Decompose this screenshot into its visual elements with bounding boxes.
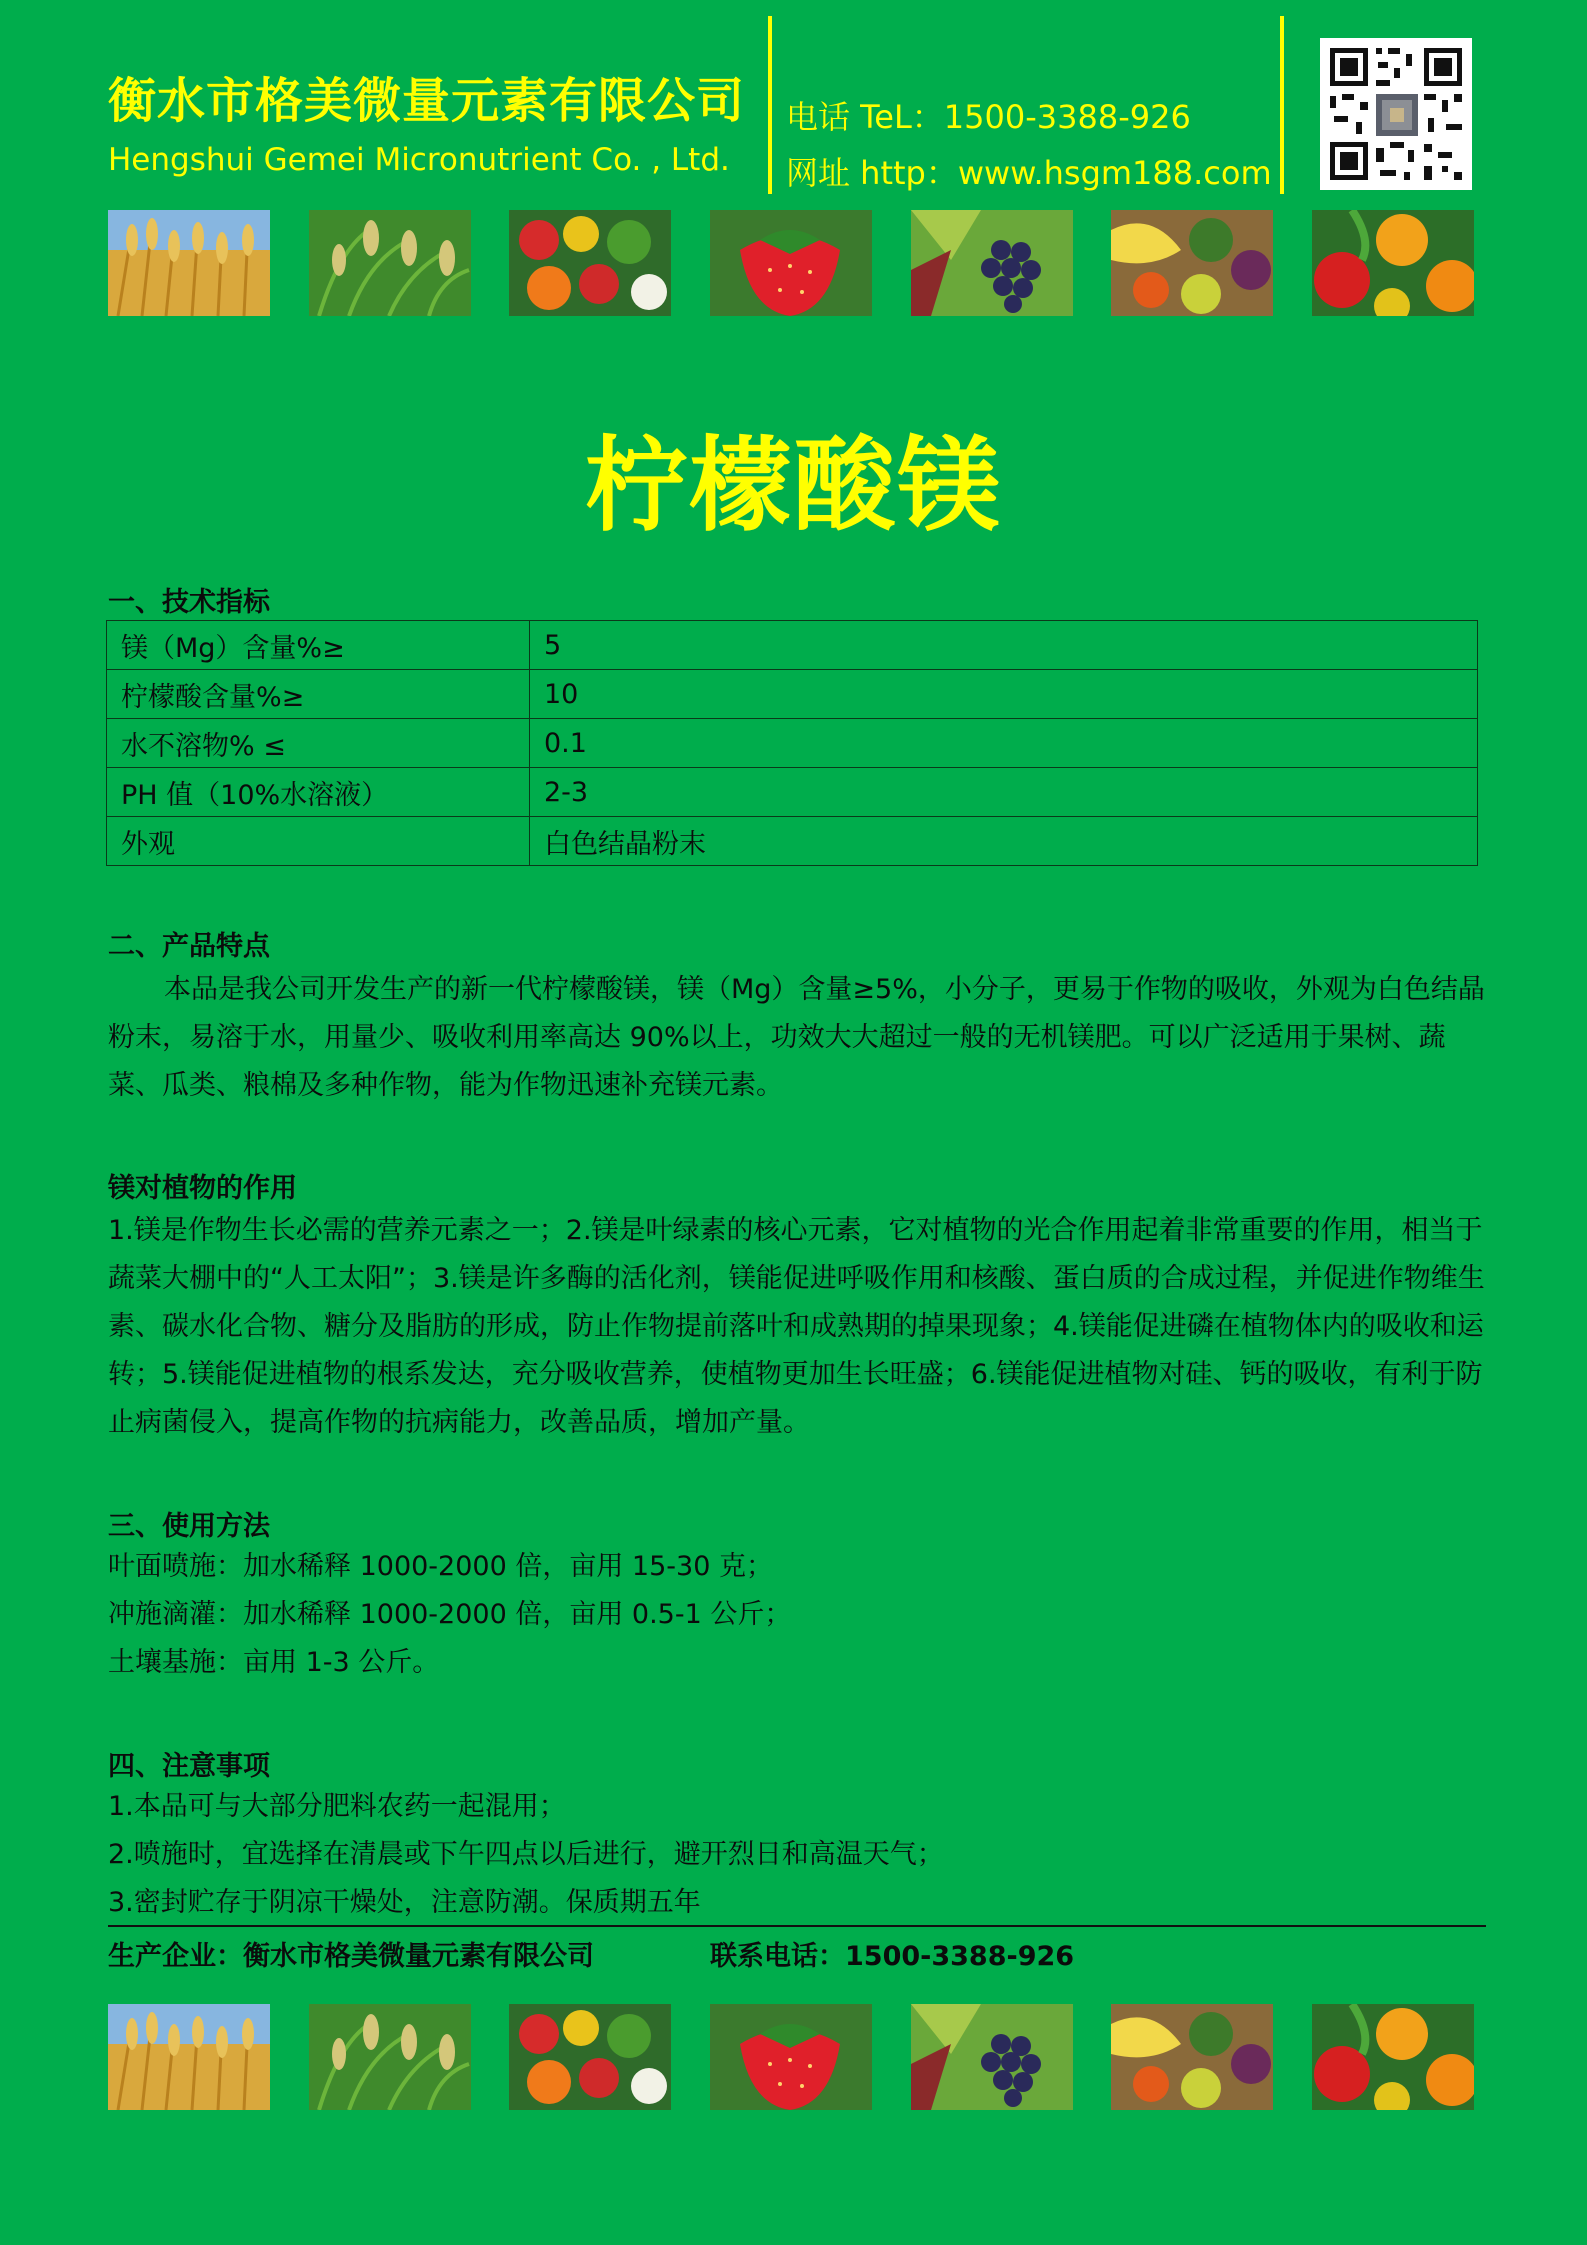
- notes-heading: 四、注意事项: [108, 1751, 270, 1782]
- header-website: 网址 http：www.hsgm188.com: [786, 154, 1272, 192]
- qr-code-icon: [1320, 38, 1472, 190]
- fruits-photo: [1111, 2004, 1273, 2110]
- notes-line: 3.密封贮存于阴凉干燥处，注意防潮。保质期五年: [108, 1887, 701, 1918]
- footer-phone: 联系电话：1500-3388-926: [710, 1941, 1075, 1972]
- grapes-photo: [911, 210, 1073, 316]
- header-divider-left: [768, 16, 772, 194]
- table-row: 镁（Mg）含量%≥ 5: [107, 621, 1478, 670]
- company-name-en: Hengshui Gemei Micronutrient Co. , Ltd.: [108, 142, 730, 178]
- product-title: 柠檬酸镁: [585, 427, 1002, 546]
- bottom-photo-strip: [108, 2004, 1474, 2110]
- company-name-cn: 衡水市格美微量元素有限公司: [108, 73, 746, 129]
- spec-heading: 一、技术指标: [108, 587, 270, 618]
- vegetables-photo: [509, 210, 671, 316]
- fruits-photo: [1111, 210, 1273, 316]
- top-photo-strip: [108, 210, 1474, 316]
- effects-heading: 镁对植物的作用: [108, 1173, 297, 1204]
- features-heading: 二、产品特点: [108, 931, 270, 962]
- wheat-photo: [108, 2004, 270, 2110]
- strawberry-photo: [710, 2004, 872, 2110]
- strawberry-photo: [710, 210, 872, 316]
- spec-table: [106, 620, 1478, 866]
- citrus-photo: [1312, 210, 1474, 316]
- notes-line: 1.本品可与大部分肥料农药一起混用；: [108, 1791, 566, 1822]
- usage-line: 土壤基施：亩用 1-3 公斤。: [108, 1647, 440, 1678]
- table-row: 水不溶物% ≤ 0.1: [107, 719, 1478, 768]
- header-divider-right: [1280, 16, 1284, 194]
- rice-photo: [309, 210, 471, 316]
- usage-line: 叶面喷施：加水稀释 1000-2000 倍，亩用 15-30 克；: [108, 1551, 773, 1582]
- footer-company: 生产企业：衡水市格美微量元素有限公司: [108, 1941, 594, 1972]
- citrus-photo: [1312, 2004, 1474, 2110]
- usage-heading: 三、使用方法: [108, 1511, 270, 1542]
- table-row: PH 值（10%水溶液） 2-3: [107, 768, 1478, 817]
- grapes-photo: [911, 2004, 1073, 2110]
- features-paragraph: 本品是我公司开发生产的新一代柠檬酸镁，镁（Mg）含量≥5%，小分子，更易于作物的吸收，外观为白色结晶粉末，易溶于水，用量少、吸收利用率高达 90%以上，功效大大超过一般的无机镁肥。可以广泛适用于果树、蔬菜、瓜类、粮棉及多种作物，能为作物迅速补充镁元素。: [108, 974, 1485, 1101]
- usage-line: 冲施滴灌：加水稀释 1000-2000 倍，亩用 0.5-1 公斤；: [108, 1599, 792, 1630]
- header-telephone: 电话 TeL：1500-3388-926: [786, 98, 1191, 136]
- wheat-photo: [108, 210, 270, 316]
- effects-paragraph: 1.镁是作物生长必需的营养元素之一；2.镁是叶绿素的核心元素，它对植物的光合作用起着非常重要的作用，相当于蔬菜大棚中的“人工太阳”；3.镁是许多酶的活化剂，镁能促进呼吸作用和核酸、蛋白质的合成过程，并促进作物维生素、碳水化合物、糖分及脂肪的形成，防止作物提前落叶和成熟期的掉果现象；4.镁能促进磷在植物体内的吸收和运转；5.镁能促进植物的根系发达，充分吸收营养，使植物更加生长旺盛；6.镁能促进植物对硅、钙的吸收，有利于防止病菌侵入，提高作物的抗病能力，改善品质，增加产量。: [108, 1215, 1485, 1438]
- table-row: 柠檬酸含量%≥ 10: [107, 670, 1478, 719]
- notes-line: 2.喷施时，宜选择在清晨或下午四点以后进行，避开烈日和高温天气；: [108, 1839, 944, 1870]
- table-row: 外观 白色结晶粉末: [107, 817, 1478, 866]
- vegetables-photo: [509, 2004, 671, 2110]
- rice-photo: [309, 2004, 471, 2110]
- footer-divider: [108, 1925, 1486, 1927]
